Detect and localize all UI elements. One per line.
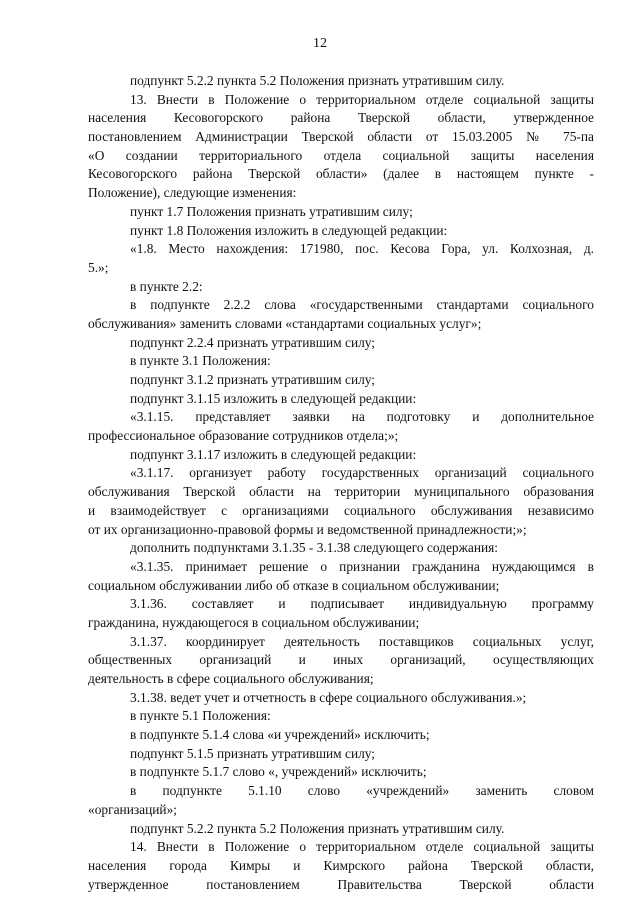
text-line: социальном обслуживании либо об отказе в социальном обслуживании; [88, 577, 500, 593]
text-line: пункт 1.7 Положения признать утратившим силу; [130, 203, 413, 219]
text-line: Положение), следующие изменения: [88, 185, 297, 201]
text-line: в подпункте 5.1.7 слово «, учреждений» исключить; [130, 764, 427, 780]
text-line: профессиональное образование сотрудников отдела;»; [88, 428, 399, 444]
text-line: в пункте 3.1 Положения: [130, 353, 271, 369]
text-line: населения города Кимры и Кимрского района Тверской области, [88, 857, 594, 873]
text-line: 3.1.37. координирует деятельность поставщиков социальных услуг, [130, 633, 594, 649]
text-line: в пункте 2.2: [130, 278, 203, 294]
text-line: пункт 1.8 Положения изложить в следующей редакции: [130, 222, 448, 238]
text-line: обслуживания» заменить словами «стандартами социальных услуг»; [88, 315, 482, 331]
text-line: подпункт 3.1.2 признать утратившим силу; [130, 372, 376, 387]
text-line: в пункте 5.1 Положения: [130, 708, 271, 724]
text-line: подпункт 2.2.4 признать утратившим силу; [130, 334, 376, 350]
text-line: населения Кесовогорского района Тверской области, утвержденное [88, 110, 594, 126]
text-line: дополнить подпунктами 3.1.35 - 3.1.38 следующего содержания: [130, 540, 499, 556]
text-line: «3.1.17. организует работу государственных организаций социального [130, 465, 594, 481]
text-line: «1.8. Место нахождения: 171980, пос. Кесова Гора, ул. Колхозная, д. [130, 241, 594, 257]
document-body [88, 72, 594, 894]
text-line: подпункт 3.1.15 изложить в следующей редакции: [130, 390, 417, 406]
text-line: Кесовогорского района Тверской области» (далее в настоящем пункте - [88, 166, 594, 182]
text-line: и взаимодействует с организациями социального обслуживания независимо [88, 502, 594, 518]
text-line: подпункт 5.2.2 пункта 5.2 Положения признать утратившим силу. [130, 73, 505, 88]
text-line: 5.»; [88, 259, 109, 275]
text-line: «организаций»; [88, 801, 178, 817]
page-number: 12 [313, 36, 327, 51]
text-line: «3.1.15. представляет заявки на подготовку и дополнительное [130, 409, 594, 425]
text-line: 13. Внести в Положение о территориальном отделе социальной защиты [130, 91, 594, 107]
text-line: постановлением Администрации Тверской области от 15.03.2005 № 75-па [88, 129, 594, 145]
text-line: деятельность в сфере социального обслуживания; [88, 671, 374, 686]
text-line: подпункт 5.2.2 пункта 5.2 Положения признать утратившим силу. [130, 820, 505, 836]
text-line: обслуживания Тверской области на территории муниципального образования [88, 484, 594, 500]
text-line: общественных организаций и иных организаций, осуществляющих [88, 652, 594, 668]
text-line: в подпункте 2.2.2 слова «государственными стандартами социального [130, 297, 594, 313]
text-line: в подпункте 5.1.10 слово «учреждений» заменить словом [130, 783, 594, 799]
text-line: 3.1.38. ведет учет и отчетность в сфере социального обслуживания.»; [130, 689, 527, 705]
text-line: «О создании территориального отдела социальной защиты населения [88, 147, 594, 163]
text-line: в подпункте 5.1.4 слова «и учреждений» исключить; [130, 727, 430, 743]
text-line: от их организационно-правовой формы и ведомственной принадлежности;»; [88, 521, 527, 537]
text-line: подпункт 3.1.17 изложить в следующей редакции: [130, 446, 417, 462]
text-line: 14. Внести в Положение о территориальном отделе социальной защиты [130, 839, 594, 855]
text-line: «3.1.35. принимает решение о признании гражданина нуждающимся в [130, 558, 594, 574]
text-line: утвержденное постановлением Правительства Тверской области [88, 876, 594, 892]
text-line: гражданина, нуждающегося в социальном обслуживании; [88, 614, 420, 630]
text-line: подпункт 5.1.5 признать утратившим силу; [130, 745, 376, 761]
text-line: 3.1.36. составляет и подписывает индивидуальную программу [130, 596, 594, 612]
